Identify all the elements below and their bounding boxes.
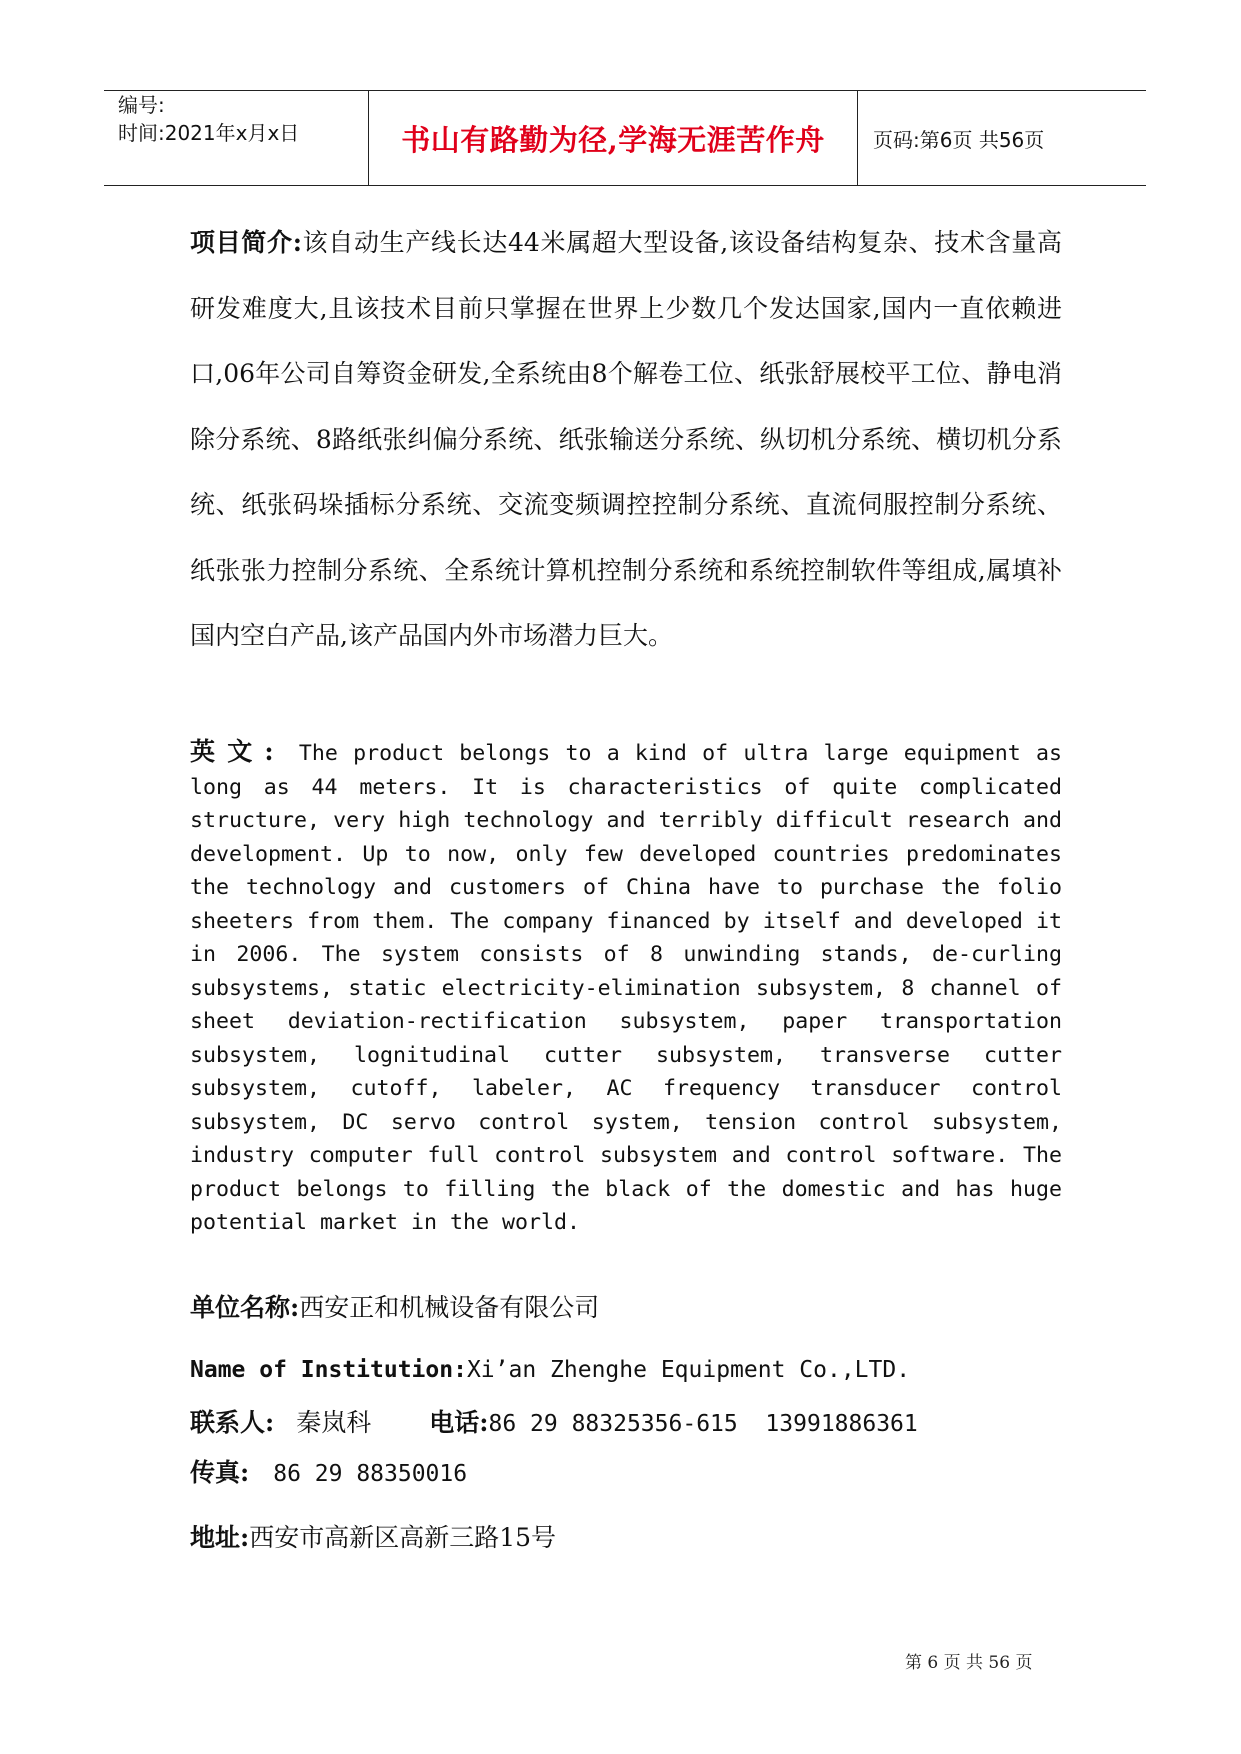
header-meta (104, 91, 369, 185)
english-intro (190, 735, 1062, 1240)
english-text: The product belongs to a kind of ultra large equipment as long as 44 meters. It is characteristics of quite complicated structure, very high technology and terribly difficult research and development. Up to now, only few developed countries predominates the technology and customers of China have to purchase the folio sheeters from them. The company financed by itself and developed it in 2006. The system consists of 8 unwinding stands, de-curling subsystems, static electricity-elimination subsystem, 8 channel of sheet deviation-rectification subsystem, paper transportation subsystem, lognitudinal cutter subsystem, transverse cutter subsystem, cutoff, labeler, AC frequency transducer control subsystem, DC servo control system, tension control subsystem, industry computer full control subsystem and control software. The product belongs to filling the black of the domestic and has huge potential market in the world. (190, 741, 1062, 1235)
phone-label: 电话: (429, 1408, 489, 1437)
header-page-info: 页码:第6页 共56页 (873, 127, 1045, 152)
header-motto-cell (369, 91, 858, 185)
intro-label: 项目简介: (190, 228, 302, 257)
phone-number: 86 29 88325356-615 13991886361 (488, 1411, 918, 1437)
address-line (190, 1518, 556, 1554)
motto: 书山有路勤为径,学海无涯苦作舟 (401, 122, 825, 157)
fax-number: 86 29 88350016 (273, 1461, 468, 1487)
contact-line (190, 1403, 918, 1439)
address-value: 西安市高新区高新三路15号 (249, 1523, 557, 1552)
institution-label: 单位名称: (190, 1293, 300, 1322)
institution-en-line (190, 1354, 910, 1383)
intro-paragraph (190, 210, 1062, 669)
fax-label: 传真: (190, 1458, 250, 1487)
contact-person: 秦岚科 (296, 1408, 372, 1437)
fax-line (190, 1453, 467, 1489)
contact-person-label: 联系人: (190, 1408, 275, 1437)
document-header (104, 90, 1146, 186)
address-label: 地址: (190, 1523, 250, 1552)
number-label: 编号: (118, 93, 165, 117)
institution-en-label: Name of Institution: (190, 1357, 467, 1383)
institution-name: 西安正和机械设备有限公司 (299, 1293, 600, 1322)
time-label: 时间:2021年x月x日 (118, 121, 300, 145)
english-label: 英文: (190, 737, 284, 766)
institution-en-name: Xi’an Zhenghe Equipment Co.,LTD. (466, 1357, 911, 1383)
project-intro (190, 210, 1062, 669)
english-paragraph (190, 735, 1062, 1240)
institution-line (190, 1288, 599, 1324)
page-footer: 第 6 页 共 56 页 (905, 1653, 1033, 1673)
intro-text: 该自动生产线长达44米属超大型设备,该设备结构复杂、技术含量高研发难度大,且该技术目前只掌握在世界上少数几个发达国家,国内一直依赖进口,06年公司自筹资金研发,全系统由8个解卷工位、纸张舒展校平工位、静电消除分系统、8路纸张纠偏分系统、纸张输送分系统、纵切机分系统、横切机分系统、纸张码垛插标分系统、交流变频调控控制分系统、直流伺服控制分系统、纸张张力控制分系统、全系统计算机控制分系统和系统控制软件等组成,属填补国内空白产品,该产品国内外市场潜力巨大。 (190, 228, 1062, 650)
